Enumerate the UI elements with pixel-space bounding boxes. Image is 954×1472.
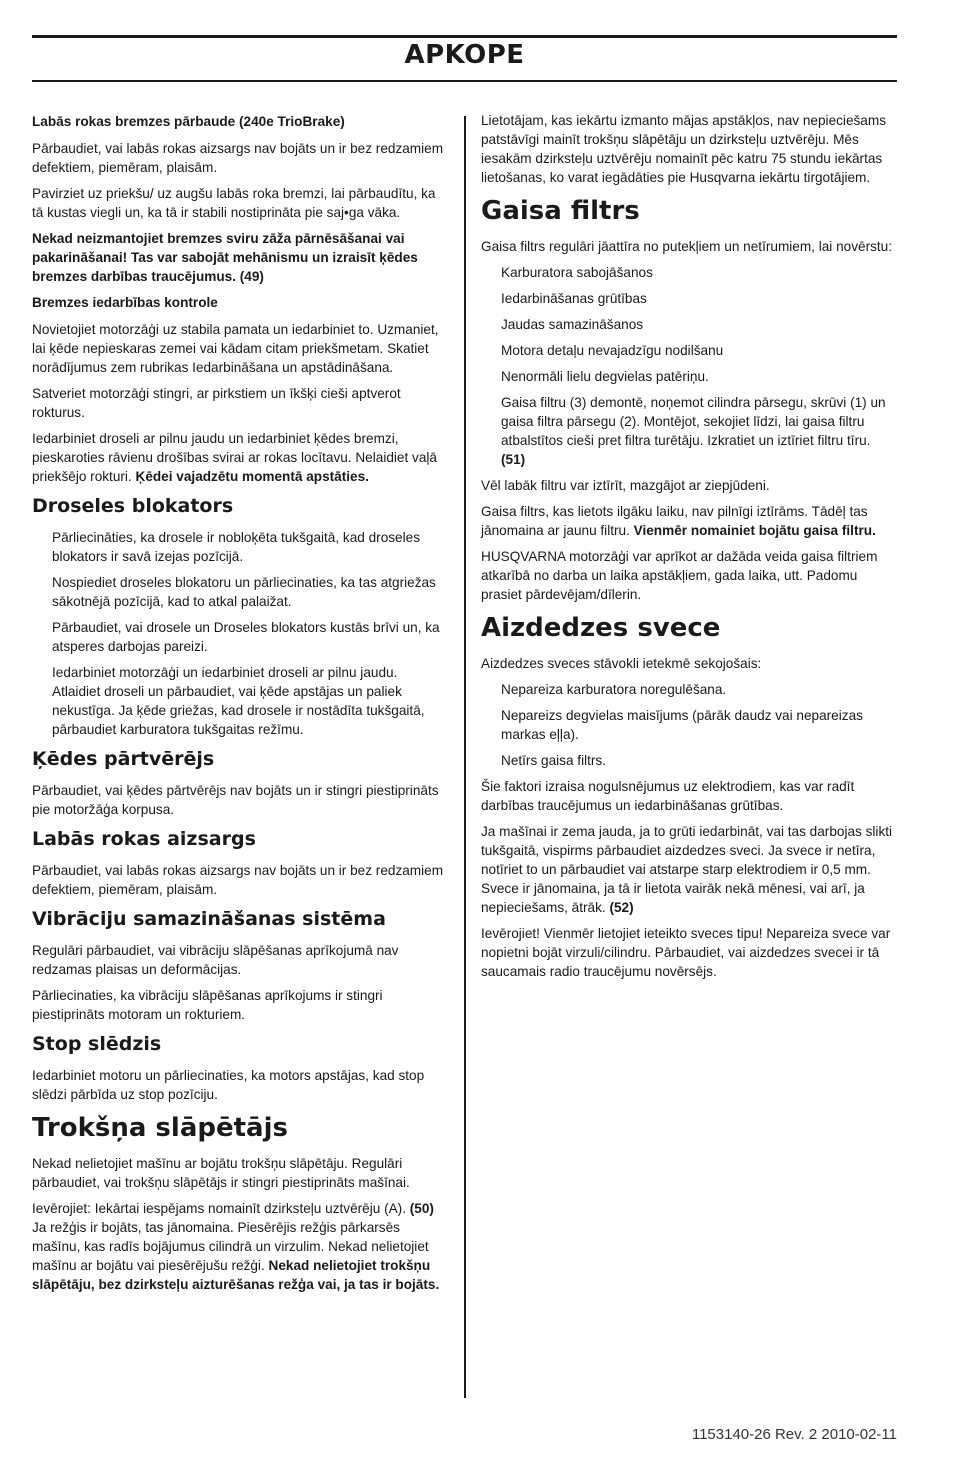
section-heading-air-filter: Gaisa filtrs — [481, 196, 640, 226]
paragraph: Aizdedzes sveces stāvokli ietekmē sekojošais: — [481, 656, 762, 671]
figure-ref: (51) — [501, 452, 526, 467]
paragraph: Pārbaudiet, vai drosele un Droseles blokators kustās brīvi un, ka atsperes darbojas pareizi. — [52, 620, 440, 654]
text-span: Ja režģis ir bojāts, tas jānomaina. Piesērējis režģis pārkarsēs mašīnu, kas radīs bojājumus cilindrā un virzulim. Nekad nelietojiet mašīnu ar bojātu vai piesērējušu režģi. — [32, 1220, 429, 1273]
paragraph: Iedarbiniet motorzāģi un iedarbiniet droseli ar pilnu jaudu. Atlaidiet droseli un pārbaudiet, vai ķēde apstājas un paliek nekustīga. Ja ķēde griežas, kad drosele ir nostādīta tukšgaitā, pārbaudiet karburatora tukšgaitas režīmu. — [52, 665, 425, 737]
document-footer: 1153140-26 Rev. 2 2010-02-11 — [691, 1426, 897, 1443]
list-item: Netīrs gaisa filtrs. — [501, 753, 606, 768]
header-rule-bottom — [32, 80, 897, 82]
list-item: Nepareizs degvielas maisījums (pārāk daudz vai nepareizas markas eļļa). — [501, 708, 863, 742]
paragraph: Novietojiet motorzāģi uz stabila pamata un iedarbiniet to. Uzmaniet, lai ķēde nepieskaras zemei vai kādam citam priekšmetam. Skatiet norādījumus zem rubrikas Iedarbināšana un apstādināšana. — [32, 322, 439, 375]
paragraph: Ievērojiet! Vienmēr lietojiet ieteikto sveces tipu! Nepareiza svece var nopietni bojāt virzuli/cilindru. Pārbaudiet, vai aizdedzes svecei ir tā saucamais radio traucējumu novērsējs. — [481, 926, 891, 979]
paragraph: Gaisa filtrs regulāri jāattīra no putekļiem un netīrumiem, lai novērstu: — [481, 239, 893, 254]
section-heading-right-guard: Labās rokas aizsargs — [32, 828, 256, 850]
paragraph: Lietotājam, kas iekārtu izmanto mājas apstākļos, nav nepieciešams patstāvīgi mainīt trokšņu slāpētāju un dzirksteļu uztvērēju. Mēs iesakām dzirksteļu uztvērēju nomainīt pēc katru 75 stundu iekārtas lietošanas, ko varat iegādāties pie Husqvarna iekārtu tirgotājiem. — [481, 113, 886, 185]
list-item: Nepareiza karburatora noregulēšana. — [501, 682, 727, 697]
paragraph: Vēl labāk filtru var iztīrīt, mazgājot ar ziepjūdeni. — [481, 478, 770, 493]
figure-ref: (50) — [409, 1201, 434, 1216]
bold-text: Ķēdei vajadzētu momentā apstāties. — [135, 469, 369, 484]
section-heading-spark-plug: Aizdedzes svece — [481, 613, 721, 643]
section-heading-vibration: Vibrāciju samazināšanas sistēma — [32, 908, 386, 930]
paragraph: Pārliecināties, ka drosele ir nobloķēta tukšgaitā, kad droseles blokators ir savā izejas pozīcijā. — [52, 530, 420, 564]
text-span: Ievērojiet: Iekārtai iespējams nomainīt dzirksteļu uztvērēju (A). — [32, 1201, 410, 1216]
paragraph: Pārbaudiet, vai labās rokas aizsargs nav bojāts un ir bez redzamiem defektiem, piemēram, plaisām. — [32, 141, 444, 175]
section-heading-stop-switch: Stop slēdzis — [32, 1033, 162, 1055]
paragraph — [32, 429, 447, 486]
list-item: Jaudas samazināšanos — [501, 317, 644, 332]
paragraph: Pārbaudiet, vai labās rokas aizsargs nav bojāts un ir bez redzamiem defektiem, piemēram, plaisām. — [32, 863, 444, 897]
paragraph: Nekad nelietojiet mašīnu ar bojātu trokšņu slāpētāju. Regulāri pārbaudiet, vai trokšņu slāpētājs ir stingri piestiprināts mašīnai. — [32, 1156, 410, 1190]
header-rule-top — [32, 35, 897, 38]
paragraph: Pārbaudiet, vai ķēdes pārtvērējs nav bojāts un ir stingri piestiprināts pie motoržāģa korpusa. — [32, 783, 439, 817]
text-span: Gaisa filtrs, kas lietots ilgāku laiku, nav pilnīgi iztīrāms. Tādēļ tas jānomaina ar jaunu filtru. — [481, 504, 868, 538]
list-item: Iedarbināšanas grūtības — [501, 291, 647, 306]
paragraph: HUSQVARNA motorzāģi var aprīkot ar dažāda veida gaisa filtriem atkarībā no darba un laika apstākļiem, gada laika, utt. Padomu prasiet pārdevējam/dīlerin. — [481, 549, 878, 602]
paragraph: Regulāri pārbaudiet, vai vibrāciju slāpēšanas aprīkojumā nav redzamas plaisas un deformācijas. — [32, 943, 399, 977]
list-item: Nenormāli lielu degvielas patēriņu. — [501, 369, 709, 384]
text-span: Iedarbiniet droseli ar pilnu jaudu un iedarbiniet ķēdes bremzi, pieskaroties rāvienu drošības svirai ar rokas locītavu. Nelaidiet vaļā priekšējo rokturi. — [32, 431, 437, 484]
bold-text: Vienmēr nomainiet bojātu gaisa filtru. — [633, 523, 876, 538]
column-divider — [464, 116, 466, 1398]
text-span: Gaisa filtru (3) demontē, noņemot cilindra pārsegu, skrūvi (1) un gaisa filtra pārsegu (2). Montējot, sekojiet līdzi, lai gaisa filtru atbalstītos cieši pret filtra turētāju. Izkratiet un iztīriet filtru tīru. — [501, 395, 886, 448]
paragraph: Satveriet motorzāģi stingri, ar pirkstiem un īkšķi cieši aptverot rokturus. — [32, 386, 401, 420]
section-heading-throttle-lock: Droseles blokators — [32, 495, 234, 517]
list-item: Motora detaļu nevajadzīgu nodilšanu — [501, 343, 724, 358]
figure-ref: (52) — [609, 900, 634, 915]
paragraph — [481, 393, 897, 469]
brake-check-title: Labās rokas bremzes pārbaude (240e TrioBrake) — [32, 114, 345, 129]
right-column — [481, 111, 897, 988]
paragraph: Pavirziet uz priekšu/ uz augšu labās roka bremzi, lai pārbaudītu, ka tā kustas viegli un, ka tā ir stabili nostiprināta pie saj•ga vāka. — [32, 186, 436, 220]
section-heading-chain-catcher: Ķēdes pārtvērējs — [32, 748, 215, 770]
paragraph: Nospiediet droseles blokatoru un pārliecinaties, ka tas atgriežas sākotnējā pozīcijā, kad to atkal palaižat. — [52, 575, 436, 609]
paragraph — [481, 502, 897, 540]
paragraph: Šie faktori izraisa nogulsnējumus uz elektrodiem, kas var radīt darbības traucējumus un iedarbināšanas grūtības. — [481, 779, 855, 813]
bold-text: Nekad nelietojiet trokšņu slāpētāju, bez dzirksteļu aizturēšanas režģa vai, ja tas ir bojāts. — [32, 1258, 440, 1292]
paragraph — [481, 822, 897, 917]
paragraph: Pārliecinaties, ka vibrāciju slāpēšanas aprīkojums ir stingri piestiprināts motoram un rokturiem. — [32, 988, 383, 1022]
brake-action-title: Bremzes iedarbības kontrole — [32, 295, 218, 310]
left-column — [32, 112, 447, 1301]
section-heading-muffler: Trokšņa slāpētājs — [32, 1113, 288, 1143]
warning-paragraph: Nekad neizmantojiet bremzes sviru zāža pārnēsāšanai vai pakarināšanai! Tas var sabojāt mehānismu un izraisīt ķēdes bremzes darbības traucējumus. (49) — [32, 231, 418, 284]
list-item: Karburatora sabojāšanos — [501, 265, 653, 280]
paragraph — [32, 1199, 447, 1294]
paragraph: Iedarbiniet motoru un pārliecinaties, ka motors apstājas, kad stop slēdzi pārbīda uz stop pozīciju. — [32, 1068, 425, 1102]
page-title: APKOPE — [404, 40, 525, 70]
text-span: Ja mašīnai ir zema jauda, ja to grūti iedarbināt, vai tas darbojas slikti tukšgaitā, vispirms pārbaudiet aizdedzes sveci. Ja svece ir netīra, notīriet to un pārbaudiet vai atstarpe starp elektrodiem ir 0,5 mm. Svece ir jānomaina, ja tā ir lietota vairāk nekā mēnesi, vai arī, ja nepieciešams, ātrāk. — [481, 824, 893, 915]
